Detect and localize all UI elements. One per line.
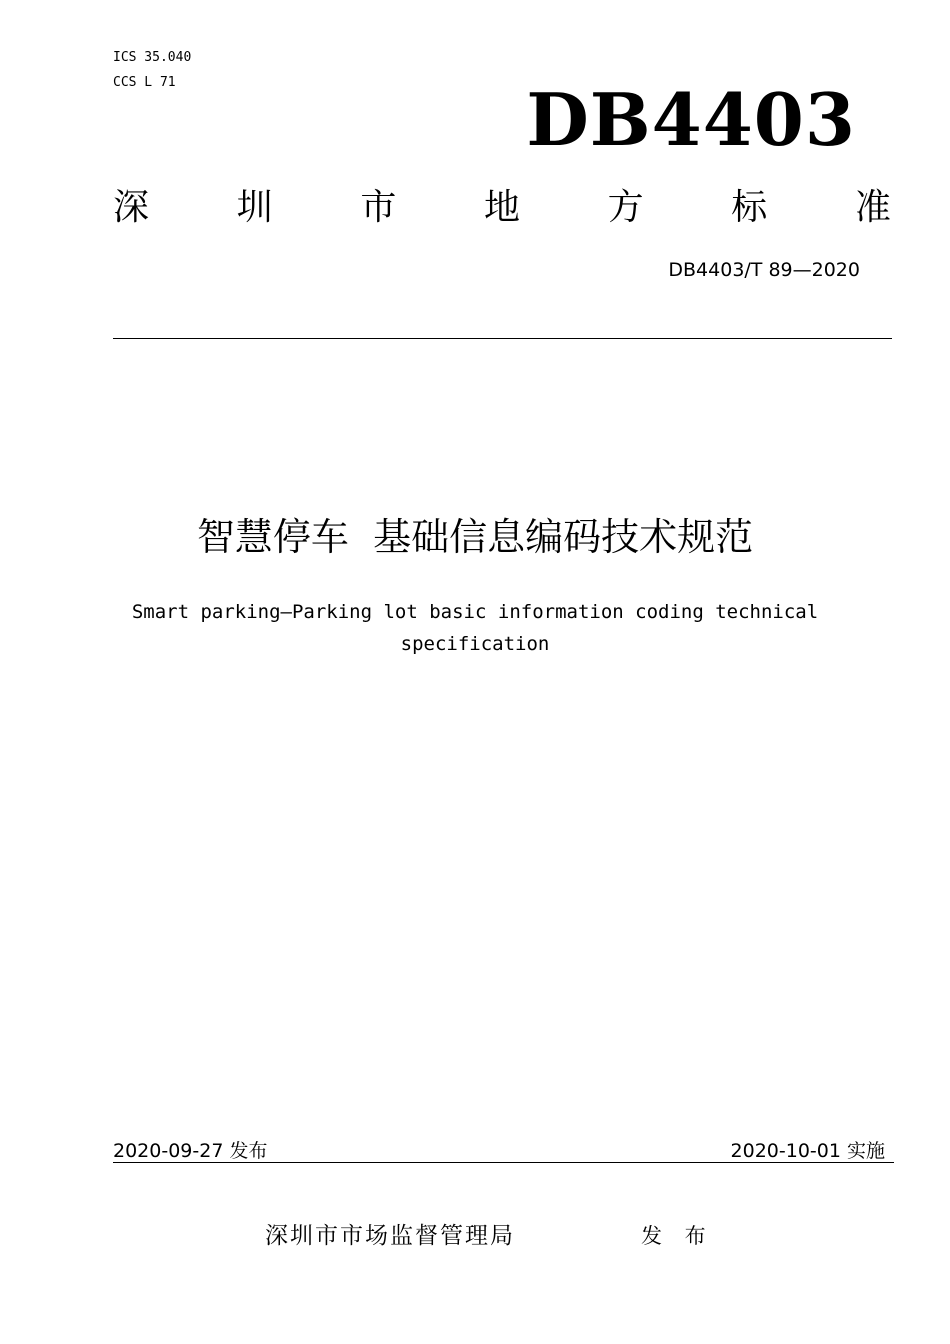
implement-date: 2020-10-01 实施 [730,1140,885,1162]
standard-number: DB4403/T 89—2020 [668,259,860,281]
standard-type-char: 准 [854,187,891,228]
publish-date: 2020-09-27 发布 [113,1140,268,1162]
standard-type-char: 标 [731,187,768,228]
standard-type [113,186,891,230]
standard-type-char: 圳 [236,187,273,228]
issue-label: 发 布 [641,1224,714,1248]
standard-type-char: 市 [360,187,397,228]
english-title-line-2: specification [400,633,550,655]
issuing-authority: 深圳市市场监督管理局 [265,1223,515,1249]
bottom-divider [113,1162,894,1163]
standard-type-char: 方 [607,187,644,228]
chinese-title: 智慧停车 基础信息编码技术规范 [196,515,754,559]
ccs-code: CCS L 71 [113,75,176,90]
standard-type-char: 深 [113,187,150,228]
english-title [0,596,950,660]
ics-code: ICS 35.040 [113,50,192,65]
top-divider [113,338,892,339]
standard-type-char: 地 [483,187,520,228]
english-title-line-1: Smart parking—Parking lot basic information coding technical [131,601,819,623]
db-logo: DB4403 [526,77,856,162]
